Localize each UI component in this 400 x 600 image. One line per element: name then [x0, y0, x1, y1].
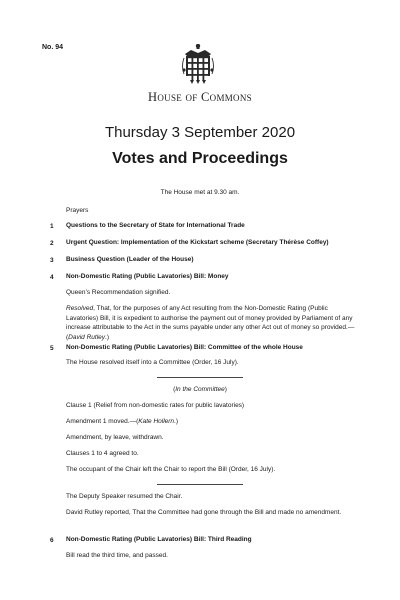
house-of-commons-wordmark: House of Commons [148, 90, 252, 104]
item-number: 4 [50, 274, 54, 281]
mover-name: David Rutley [68, 333, 106, 341]
amendment-mover: Kate Hollern [138, 418, 175, 425]
amendment-moved: Amendment 1 moved.—(Kate Hollern.) [66, 418, 179, 425]
item-heading: Non-Domestic Rating (Public Lavatories) Bill: Third Reading [66, 536, 252, 543]
committee-report: David Rutley reported, That the Committee had gone through the Bill and made no amendment. [66, 509, 342, 516]
prayers: Prayers [66, 207, 89, 214]
sitting-date: Thursday 3 September 2020 [104, 124, 296, 141]
money-resolution: Resolved, That, for the purposes of any Act resulting from the Non-Domestic Rating (Public Lavatories) Bill, it is expedient to authorise the payment out of money provided by Parliament of any increase attributable to the Act in the sums payable under any other Act out of money so provided.—(David Rutley.) [66, 305, 355, 341]
document-title: Votes and Proceedings [112, 150, 288, 167]
chair-left: The occupant of the Chair left the Chair to report the Bill (Order, 16 July). [66, 466, 276, 473]
deputy-speaker-resumed: The Deputy Speaker resumed the Chair. [66, 493, 183, 500]
item-number: 3 [50, 257, 54, 264]
clauses-agreed: Clauses 1 to 4 agreed to. [66, 450, 139, 457]
portcullis-crest-icon [181, 44, 215, 84]
item-number: 2 [50, 240, 54, 247]
item-heading: Questions to the Secretary of State for International Trade [66, 222, 245, 229]
in-the-committee-heading: (In the Committee) [173, 386, 227, 393]
resolved-word: Resolved [66, 305, 94, 312]
item-heading: Non-Domestic Rating (Public Lavatories) Bill: Committee of the whole House [66, 344, 303, 351]
third-reading-passed: Bill read the third time, and passed. [66, 552, 168, 559]
paper-number: No. 94 [42, 44, 64, 51]
item-heading: Business Question (Leader of the House) [66, 256, 194, 263]
item-number: 1 [50, 223, 54, 230]
clause-1: Clause 1 (Relief from non-domestic rates for public lavatories) [66, 402, 245, 409]
item-heading: Non-Domestic Rating (Public Lavatories) Bill: Money [66, 273, 229, 280]
resolved-into-committee: The House resolved itself into a Committee (Order, 16 July). [66, 359, 239, 366]
item-number: 5 [50, 345, 54, 352]
recommendation-signified: Queen’s Recommendation signified. [66, 289, 171, 296]
item-heading: Urgent Question: Implementation of the Kickstart scheme (Secretary Thérèse Coffey) [66, 239, 329, 246]
amendment-withdrawn: Amendment, by leave, withdrawn. [66, 434, 164, 441]
section-rule [157, 377, 243, 378]
section-rule [157, 484, 243, 485]
house-met-time: The House met at 9.30 am. [160, 189, 240, 196]
item-number: 6 [50, 537, 54, 544]
